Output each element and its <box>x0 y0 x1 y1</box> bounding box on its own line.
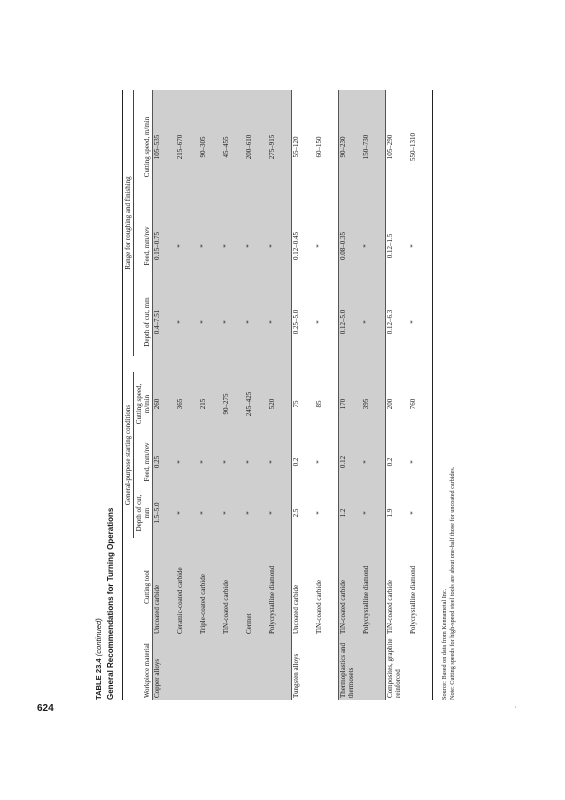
row-range-speed: 105–290 <box>386 90 410 204</box>
row-general-speed: 85 <box>315 400 324 408</box>
table-caption <box>94 618 103 700</box>
row-material <box>176 636 199 700</box>
row-general-depth: * <box>268 488 292 538</box>
header-spacer <box>123 538 134 636</box>
row-range-feed: * <box>199 204 222 288</box>
row-general-feed: * <box>268 436 292 488</box>
row-general-feed: 0.2 <box>386 436 410 488</box>
row-spacer <box>245 356 268 372</box>
row-general-speed: 245–425 <box>245 372 268 436</box>
row-tool: Polycrystalline diamond <box>362 538 386 636</box>
row-spacer <box>386 356 410 372</box>
row-spacer <box>268 356 292 372</box>
table-row <box>199 90 222 700</box>
row-range-feed: * <box>245 204 268 288</box>
row-material <box>222 636 245 700</box>
header-spacer <box>123 636 134 700</box>
row-general-speed: 90–275 <box>222 372 245 436</box>
row-general-feed: * <box>362 436 386 488</box>
row-tool: TiN-coated carbide <box>315 580 324 634</box>
row-general-depth: 1.2 <box>339 488 363 538</box>
row-general-depth: 2.5 <box>292 488 316 538</box>
header-spacer <box>123 356 134 372</box>
row-material <box>409 636 433 700</box>
row-range-speed: 45–455 <box>222 90 245 204</box>
row-range-speed: 550–1310 <box>409 90 433 204</box>
group-header-general: General-purpose starting conditions <box>123 372 134 538</box>
col-header-feed: Feed, mm/rev <box>143 442 152 482</box>
table-row <box>292 90 316 700</box>
row-range-feed: * <box>176 204 199 288</box>
row-range-depth: * <box>409 288 433 356</box>
row-tool: Cermet <box>245 538 268 636</box>
row-range-depth: * <box>362 288 386 356</box>
table-row <box>339 90 363 700</box>
row-tool: Uncoated carbide <box>153 538 177 636</box>
row-general-depth: * <box>176 488 199 538</box>
row-general-feed: * <box>315 460 324 464</box>
row-spacer <box>315 356 339 372</box>
table-row <box>315 90 339 700</box>
row-range-speed: 55–120 <box>292 90 316 204</box>
row-tool: Ceramic-coated carbide <box>176 538 199 636</box>
table-row <box>409 90 433 700</box>
row-general-depth: * <box>362 488 386 538</box>
row-range-feed: * <box>268 204 292 288</box>
row-general-depth: 1.5–5.0 <box>153 488 177 538</box>
row-range-feed: 0.08–0.35 <box>339 204 363 288</box>
row-material: Thermoplastics and thermosets <box>339 636 363 700</box>
row-material <box>199 636 222 700</box>
row-material: Composites, graphite reinforced <box>386 636 410 700</box>
row-range-feed: * <box>222 204 245 288</box>
row-range-depth: 0.4–7.51 <box>153 288 177 356</box>
row-range-depth: 0.25–5.0 <box>292 288 316 356</box>
col-header-feed: Feed, mm/rev <box>143 226 152 266</box>
row-general-feed: 0.2 <box>292 436 316 488</box>
row-general-feed: 0.25 <box>153 436 177 488</box>
row-material <box>245 636 268 700</box>
row-material <box>362 636 386 700</box>
row-general-speed: 200 <box>386 372 410 436</box>
table-row <box>362 90 386 700</box>
table-row <box>268 90 292 700</box>
table-caption-note: (continued) <box>94 618 103 657</box>
col-header-material: Workpiece material <box>143 643 152 698</box>
row-general-speed: 395 <box>362 372 386 436</box>
row-range-speed: 105–535 <box>153 90 177 204</box>
row-range-feed: 0.15–0.75 <box>153 204 177 288</box>
row-general-feed: * <box>199 436 222 488</box>
row-tool: TiN-coated carbide <box>386 538 410 636</box>
row-general-speed: 260 <box>153 372 177 436</box>
row-general-depth: * <box>409 488 433 538</box>
row-general-speed: 215 <box>199 372 222 436</box>
col-header-depth: Depth of cut, mm <box>143 297 152 347</box>
row-spacer <box>409 356 433 372</box>
footnote: Note: Cutting speeds for high-speed steel tools are about one-half those for uncoated carbides. <box>449 466 457 700</box>
row-material <box>268 636 292 700</box>
row-range-speed: 275–915 <box>268 90 292 204</box>
row-range-feed: 0.12–1.5 <box>386 204 410 288</box>
group-header-range: Range for roughing and finishing <box>123 90 134 356</box>
row-spacer <box>292 356 316 372</box>
row-material <box>315 636 339 700</box>
row-range-depth: * <box>268 288 292 356</box>
row-range-feed: * <box>362 204 386 288</box>
row-range-speed: 150–730 <box>362 90 386 204</box>
row-range-depth: 0.12–6.3 <box>386 288 410 356</box>
table-row <box>386 90 410 700</box>
row-spacer <box>362 356 386 372</box>
row-general-depth: * <box>315 511 324 515</box>
row-tool: Uncoated carbide <box>292 538 316 636</box>
row-range-feed: * <box>315 244 324 248</box>
row-tool: TiN-coated carbide <box>339 538 363 636</box>
table-row <box>176 90 199 700</box>
row-range-speed: 215–670 <box>176 90 199 204</box>
row-range-depth: * <box>199 288 222 356</box>
row-range-speed: 60–150 <box>315 136 324 158</box>
row-general-feed: * <box>222 436 245 488</box>
row-range-feed: 0.12–0.45 <box>292 204 316 288</box>
row-range-feed: * <box>409 204 433 288</box>
page-number: 624 <box>37 703 54 714</box>
row-range-depth: * <box>245 288 268 356</box>
row-spacer <box>199 356 222 372</box>
row-spacer <box>153 356 177 372</box>
turning-recommendations-table <box>122 90 433 700</box>
col-header-depth: Depth of cut, mm <box>135 494 152 532</box>
row-spacer <box>339 356 363 372</box>
row-general-speed: 760 <box>409 372 433 436</box>
table-row <box>222 90 245 700</box>
row-range-depth: * <box>222 288 245 356</box>
row-range-speed: 90–230 <box>339 90 363 204</box>
row-general-depth: * <box>222 488 245 538</box>
row-general-speed: 365 <box>176 372 199 436</box>
header-spacer <box>134 356 153 372</box>
row-general-feed: 0.12 <box>339 436 363 488</box>
row-range-speed: 90–305 <box>199 90 222 204</box>
table-caption-label: TABLE 23.4 <box>94 658 103 700</box>
table-body <box>153 90 433 700</box>
page-mark: · <box>514 703 517 712</box>
row-general-speed: 170 <box>339 372 363 436</box>
row-range-depth: 0.12–5.0 <box>339 288 363 356</box>
col-header-speed: Cutting speed, m/min <box>143 116 152 178</box>
table-row <box>153 90 177 700</box>
row-tool: TiN-coated carbide <box>222 538 245 636</box>
table-title: General Recommendations for Turning Operations <box>106 507 115 700</box>
row-general-speed: 520 <box>268 372 292 436</box>
row-range-depth: * <box>315 320 324 324</box>
row-general-feed: * <box>176 436 199 488</box>
row-spacer <box>176 356 199 372</box>
row-material: Copper alloys <box>153 636 177 700</box>
row-tool: Polycrystalline diamond <box>268 538 292 636</box>
source-note: Source: Based on data from Kennametal Inc. <box>441 588 448 700</box>
table-notes <box>441 467 457 700</box>
row-general-depth: 1.9 <box>386 488 410 538</box>
row-general-depth: * <box>199 488 222 538</box>
row-range-speed: 200–610 <box>245 90 268 204</box>
row-tool: Triple-coated carbide <box>199 538 222 636</box>
row-material: Tungsten alloys <box>292 636 316 700</box>
rotated-table-page <box>92 90 457 700</box>
row-spacer <box>222 356 245 372</box>
row-general-speed: 75 <box>292 372 316 436</box>
row-general-feed: * <box>245 436 268 488</box>
col-header-tool: Cutting tool <box>143 570 152 604</box>
col-header-speed: Cutting speed, m/min <box>135 383 152 425</box>
row-tool: Polycrystalline diamond <box>409 538 433 636</box>
table-container <box>122 90 433 700</box>
table-row <box>245 90 268 700</box>
row-general-feed: * <box>409 436 433 488</box>
row-general-depth: * <box>245 488 268 538</box>
row-range-depth: * <box>176 288 199 356</box>
